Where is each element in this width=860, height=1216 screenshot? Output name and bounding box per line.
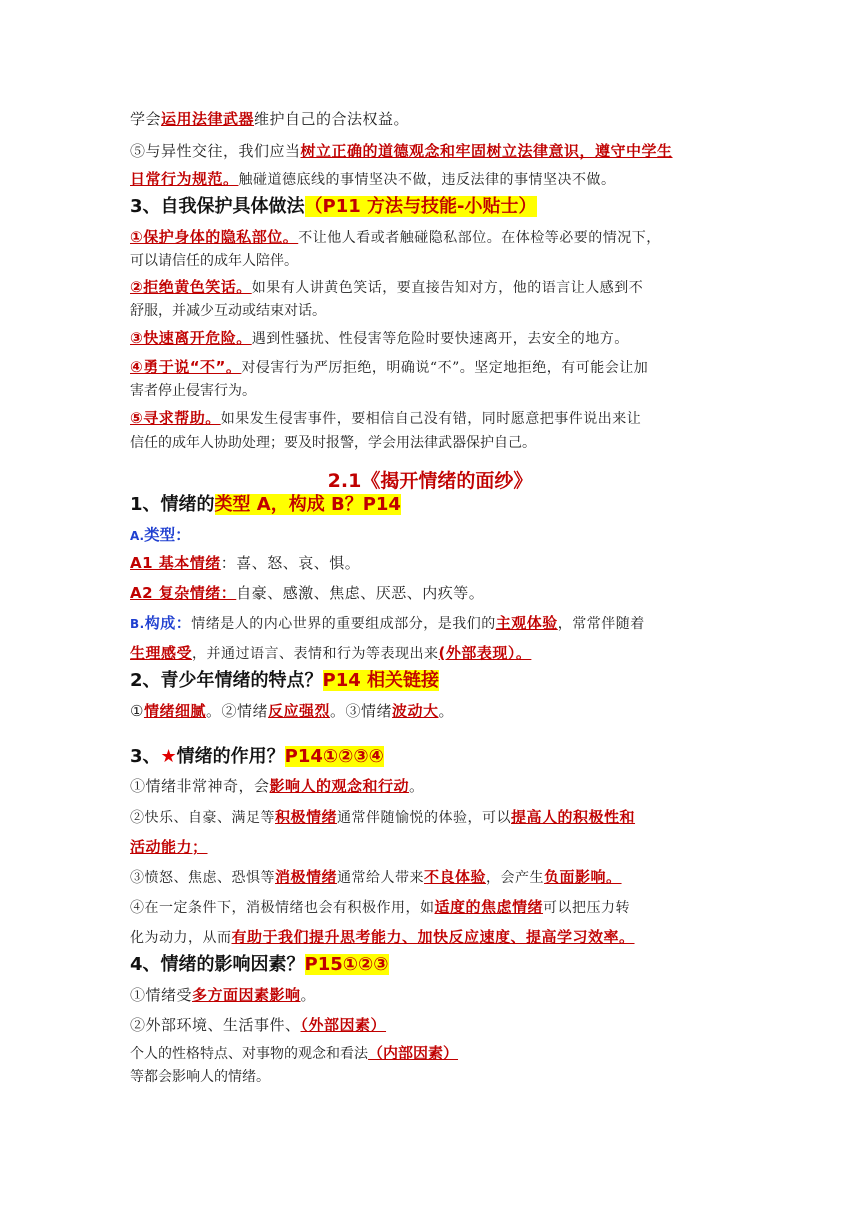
text: 信任的成年人协助处理；要及时报警，学会用法律武器保护自己。	[130, 435, 536, 451]
label: A.	[130, 529, 145, 543]
list-item	[130, 836, 735, 858]
key-term: A2 复杂情绪：	[130, 584, 237, 602]
text: 通常给人带来	[337, 870, 425, 886]
list-item	[130, 552, 735, 574]
text: 遇到性骚扰、性侵害等危险时要快速离开，去安全的地方。	[251, 331, 629, 347]
key-term: 积极情绪	[275, 808, 338, 826]
paragraph	[130, 108, 735, 130]
key-term: 反应强烈	[267, 702, 330, 720]
label-text: 构成：	[144, 614, 192, 632]
text: ③愤怒、焦虑、恐惧等	[130, 870, 275, 886]
text: 害者停止侵害行为。	[130, 383, 256, 399]
key-term: 有助于我们提升思考能力、加快反应速度、提高学习效率。	[231, 928, 635, 946]
text: ①情绪受	[130, 986, 193, 1004]
key-term: 不良体验	[424, 868, 487, 886]
list-item	[130, 984, 735, 1006]
text: 等都会影响人的情绪。	[130, 1069, 270, 1085]
highlight-note: P14①②③④	[284, 746, 384, 767]
key-term: 树立正确的道德观念和牢固树立法律意识，遵守中学生	[300, 142, 673, 160]
star-icon: ★	[160, 746, 177, 767]
text: ：喜、怒、哀、惧。	[220, 554, 361, 572]
highlight-note: 类型 A，构成 B？P14	[214, 494, 401, 515]
list-item	[130, 926, 735, 949]
text: 学会	[130, 110, 162, 128]
key-term: 负面影响。	[544, 868, 622, 886]
text: ②快乐、自豪、满足等	[130, 810, 275, 826]
key-term: 适度的焦虑情绪	[434, 898, 544, 916]
question-heading	[130, 954, 735, 976]
label: B.	[130, 617, 145, 631]
section-heading	[130, 196, 735, 218]
text: 触碰道德底线的事情坚决不做，违反法律的事情坚决不做。	[238, 172, 616, 188]
text: 。	[409, 777, 425, 795]
key-term: 活动能力；	[130, 838, 208, 856]
highlight-note: （P11 方法与技能-小贴士）	[304, 196, 537, 217]
highlight-note: P15①②③	[304, 954, 389, 975]
list-item	[130, 582, 735, 604]
key-term: （外部因素）	[300, 1016, 387, 1034]
text: ⑤与异性交往，我们应当	[130, 142, 301, 160]
text: 化为动力，从而	[130, 930, 232, 946]
heading-text: 情绪的作用？	[176, 746, 285, 767]
list-item	[130, 276, 735, 299]
list-item	[130, 866, 735, 889]
list-item	[130, 226, 735, 249]
list-item	[130, 356, 735, 379]
paragraph	[130, 700, 735, 722]
text: ，常常伴随着	[557, 616, 645, 632]
question-heading	[130, 670, 735, 692]
text: 。②情绪	[205, 702, 268, 720]
list-item	[130, 1042, 735, 1065]
label-text: 类型：	[144, 526, 191, 544]
list-item	[130, 1014, 735, 1036]
text: 可以把压力转	[543, 900, 631, 916]
key-term: A1 基本情绪	[130, 554, 221, 572]
text: 自豪、感激、焦虑、厌恶、内疚等。	[236, 584, 485, 602]
key-term: ③快速离开危险。	[130, 329, 252, 347]
text: ，会产生	[486, 870, 545, 886]
list-item	[130, 407, 735, 430]
list-item	[130, 806, 735, 829]
text: 情绪是人的内心世界的重要组成部分，是我们的	[191, 616, 496, 632]
text: ④在一定条件下，消极情绪也会有积极作用，如	[130, 900, 435, 916]
paragraph	[130, 140, 735, 162]
text: 。	[438, 702, 455, 720]
key-term: 提高人的积极性和	[511, 808, 636, 826]
heading-text: 4、情绪的影响因素？	[130, 954, 305, 975]
key-term: 日常行为规范。	[130, 170, 239, 188]
paragraph	[130, 612, 735, 635]
key-term: (外部表现）。	[438, 644, 532, 662]
heading-text: 3、自我保护具体做法	[130, 196, 305, 217]
text: 个人的性格特点、对事物的观念和看法	[130, 1046, 368, 1062]
key-term: ④勇于说“不”。	[130, 358, 242, 376]
list-item	[130, 896, 735, 919]
text: 如果有人讲黄色笑话，要直接告知对方，他的语言让人感到不	[251, 280, 644, 296]
text: ②外部环境、生活事件、	[130, 1016, 301, 1034]
text: 通常伴随愉悦的体验，可以	[337, 810, 512, 826]
highlight-note: P14 相关链接	[322, 670, 440, 691]
key-term: 情绪细腻	[143, 702, 206, 720]
text: 舒服，并减少互动或结束对话。	[130, 303, 326, 319]
question-heading	[130, 494, 735, 516]
text: 。	[300, 986, 317, 1004]
key-term: 消极情绪	[275, 868, 338, 886]
key-term: 生理感受	[130, 644, 193, 662]
key-term: 主观体验	[495, 614, 558, 632]
key-term: 波动大	[392, 702, 439, 720]
heading-text: 2、青少年情绪的特点？	[130, 670, 323, 691]
key-term: ②拒绝黄色笑话。	[130, 278, 252, 296]
lesson-title: 2.1《揭开情绪的面纱》	[327, 470, 533, 492]
key-term: 运用法律武器	[161, 110, 255, 128]
text: ，并通过语言、表情和行为等表现出来	[192, 646, 439, 662]
text: ①	[130, 702, 144, 720]
key-term: ⑤寻求帮助。	[130, 409, 221, 427]
key-term: ①保护身体的隐私部位。	[130, 228, 299, 246]
list-item	[130, 327, 735, 350]
heading-text: 3、	[130, 746, 161, 767]
text: 不让他人看或者触碰隐私部位。在体检等必要的情况下，	[298, 230, 661, 246]
paragraph	[130, 168, 735, 191]
text: ①情绪非常神奇，会	[130, 777, 270, 795]
key-term: 多方面因素影响	[192, 986, 301, 1004]
question-heading	[130, 746, 735, 768]
heading-text: 1、情绪的	[130, 494, 215, 515]
text: 对侵害行为严厉拒绝，明确说“不”。坚定地拒绝，有可能会让加	[241, 360, 649, 376]
sub-heading	[130, 524, 735, 547]
paragraph	[130, 642, 735, 665]
list-item	[130, 775, 735, 797]
key-term: 影响人的观念和行动	[269, 777, 410, 795]
text: 可以请信任的成年人陪伴。	[130, 253, 298, 269]
text: 如果发生侵害事件，要相信自己没有错，同时愿意把事件说出来让	[220, 411, 642, 427]
key-term: （内部因素）	[368, 1044, 459, 1062]
text: 。③情绪	[330, 702, 393, 720]
text: 维护自己的合法权益。	[254, 110, 410, 128]
